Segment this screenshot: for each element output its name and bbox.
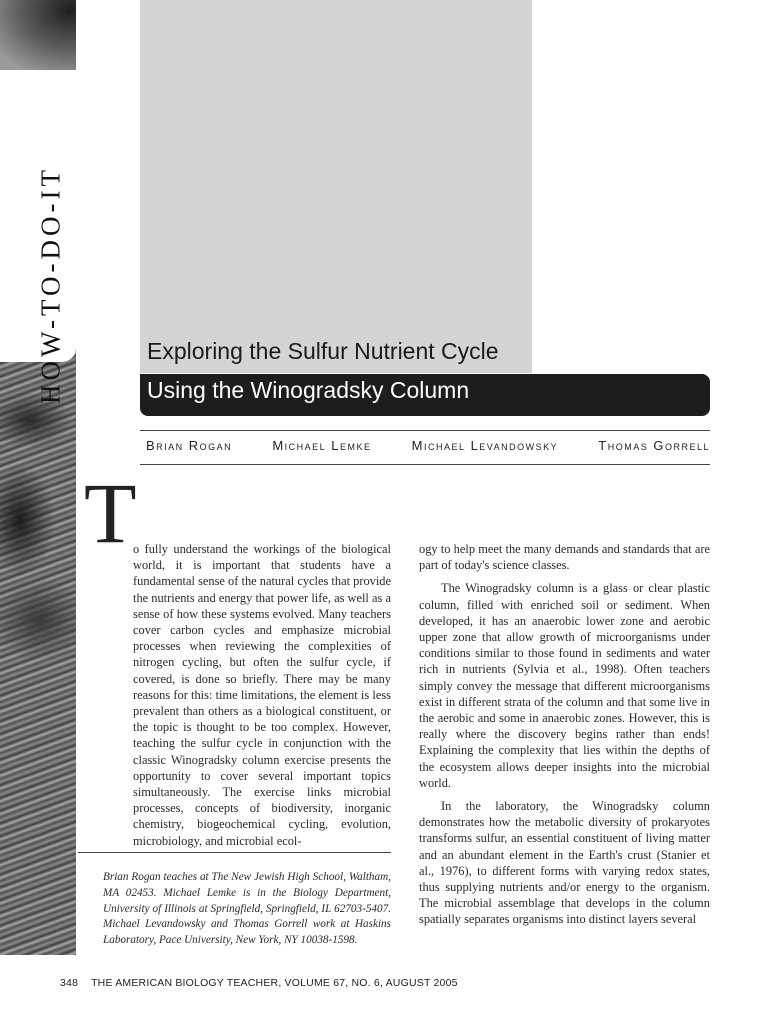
body-paragraph: The Winogradsky column is a glass or clear plastic column, filled with enriched soil or sediment. When developed, it has an anaerobic lower zone and aerobic upper zone that allow growth of microorganisms under conditions similar to those found in sediments and water rich in nutrients (Sylvia et al., 1998). Often teachers simply convey the message that different microorganisms exist in different strata of the column and that some live in the aerobic and some in anaerobic zones. However, this is really where the discovery begins rather than ends! Explaining the complexity that lies within the depths of the ecosystem allows deeper insights into the microbial world. <box>419 581 710 790</box>
article-title: Exploring the Sulfur Nutrient Cycle <box>147 338 499 364</box>
section-tab <box>0 70 76 404</box>
page-footer <box>60 977 458 989</box>
article-subtitle: Using the Winogradsky Column <box>147 377 470 403</box>
body-text: o fully understand the workings of the biological world, it is important that students have a fundamental sense of the natural cycles that provide the nutrients and energy that power life, as well as a sense of how these systems evolved. Many teachers cover carbon cycles and emphasize microbial processes when reviewing the complexities of nitrogen cycling, but often the sulfur cycle, if covered, is done so briefly. There may be many reasons for this: time limitations, the element is less prevalent than others as a biological constituent, or the topic is thought to be too complex. However, teaching the sulfur cycle in conjunction with the classic Winogradsky column exercise presents the opportunity to cover several important topics simultaneously. The exercise links microbial processes, concepts of biodiversity, inorganic chemistry, biogeochemical cycling, evolution, microbiology, and microbial ecol- <box>133 542 391 848</box>
body-column-right <box>419 541 710 928</box>
author-name: Brian Rogan <box>146 438 233 453</box>
author-rule-bottom <box>140 464 710 465</box>
section-tab-label: HOW-TO-DO-IT <box>35 166 66 404</box>
bio-rule <box>78 852 391 853</box>
author-bio-note: Brian Rogan teaches at The New Jewish High School, Waltham, MA 02453. Michael Lemke is in the Biology Department, University of Illinois at Springfield, Springfield, IL 62703-5407. Michael Levandowsky and Thomas Gorrell work at Haskins Laboratory, Pace University, New York, NY 10038-1598. <box>103 871 391 947</box>
header-gray-panel <box>140 0 532 373</box>
decorative-photo-top <box>0 0 76 70</box>
journal-citation: THE AMERICAN BIOLOGY TEACHER, VOLUME 67, NO. 6, AUGUST 2005 <box>91 977 458 989</box>
author-name: Michael Levandowsky <box>411 438 559 453</box>
drop-cap: T <box>84 465 137 561</box>
author-rule-top <box>140 430 710 431</box>
author-list <box>146 438 710 453</box>
page-number: 348 <box>60 977 79 989</box>
body-paragraph: ogy to help meet the many demands and standards that are part of today's science classes. <box>419 542 710 573</box>
author-name: Michael Lemke <box>272 438 372 453</box>
body-paragraph: In the laboratory, the Winogradsky column demonstrates how the metabolic diversity of prokaryotes transforms sulfur, an essential constituent of living matter and an abundant element in the Earth's crust (Stanier et al., 1976), to different forms with varying redox states, thus supplying nutrients and/or energy to the organism. The microbial assemblage that develops in the column spatially separates organisms into distinct layers several <box>419 799 710 927</box>
author-name: Thomas Gorrell <box>598 438 710 453</box>
body-column-left <box>103 541 391 849</box>
body-paragraph <box>103 541 391 849</box>
